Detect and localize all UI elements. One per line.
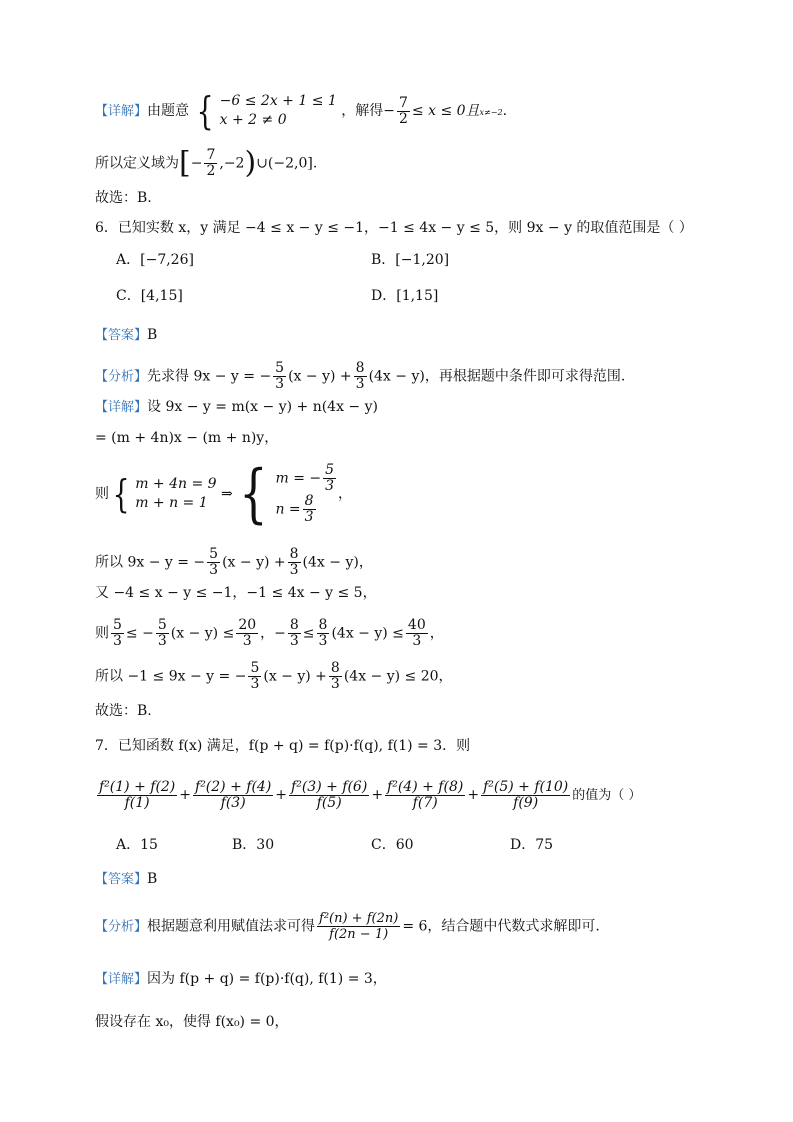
q7-option-a-value: 15 xyxy=(140,837,158,853)
q6-t-k-num: 40 xyxy=(407,617,426,633)
q7-answer-line xyxy=(95,870,157,889)
q6-analysis-frac2-den: 3 xyxy=(355,376,365,392)
q7-frac-3-den: f(5) xyxy=(316,795,342,811)
q6-so1-frac2-den: 3 xyxy=(289,562,299,578)
q7-frac-2 xyxy=(193,780,273,811)
q6-option-c-value: [4,15] xyxy=(140,288,183,304)
q6-t-c xyxy=(156,618,169,649)
right-paren-icon: ) xyxy=(244,145,257,181)
q6-so1-frac2 xyxy=(288,547,301,578)
q7-analysis-num: f²(n) + f(2n) xyxy=(319,911,399,926)
p5-domain-den: 2 xyxy=(206,163,216,179)
q6-t-e-num: 20 xyxy=(238,617,257,633)
q6-t-f: ，− xyxy=(260,625,286,642)
p5-solve-minus: − xyxy=(383,103,395,119)
p5-system-bottom: x + 2 ≠ 0 xyxy=(219,112,287,128)
q6-stem: 6．已知实数 x，y 满足 −4 ≤ x − y ≤ −1，−1 ≤ 4x − y ≤ 5，则 9x − y 的取值范围是（ ） xyxy=(95,220,693,236)
q6-analysis-frac2 xyxy=(354,361,367,392)
q6-option-b-value: [−1,20] xyxy=(395,252,450,268)
q6-so2-mid: (x − y) + xyxy=(263,668,327,685)
p5-domain-rest: ,−2 xyxy=(219,155,245,172)
p5-choose: 故选：B. xyxy=(95,190,152,206)
left-brace-icon: { xyxy=(112,472,130,516)
left-bracket-icon: [ xyxy=(179,145,191,181)
q6-result-n-text: n = xyxy=(275,501,301,518)
p5-solve-den: 2 xyxy=(399,110,408,127)
q7-frac-2-num: f²(2) + f(4) xyxy=(195,779,272,795)
answer-tag: 【答案】 xyxy=(95,872,148,887)
q6-t-l: ， xyxy=(429,625,444,642)
q6-system xyxy=(135,475,216,513)
q6-option-d-label: D． xyxy=(371,288,397,304)
q6-system-line xyxy=(95,457,353,531)
p5-solve-tail: x≠−2 xyxy=(479,108,503,117)
q6-then2-line xyxy=(95,618,444,649)
q6-option-a xyxy=(116,251,194,269)
q6-t-e-den: 3 xyxy=(242,633,252,649)
p5-solve-num: 7 xyxy=(399,94,408,111)
q6-so1-frac1-den: 3 xyxy=(209,562,219,578)
q7-frac-2-den: f(3) xyxy=(220,795,246,811)
q7-frac-5 xyxy=(481,780,570,811)
q7-option-c-label: C． xyxy=(371,837,396,853)
q6-so1-line xyxy=(95,547,373,578)
q6-t-e xyxy=(236,618,258,649)
q6-so1-tail: (4x − y)， xyxy=(302,554,373,571)
q6-result-n-num: 8 xyxy=(304,493,314,509)
q7-frac-3 xyxy=(289,780,369,811)
q6-detail-line2: = (m + 4n)x − (m + n)y， xyxy=(95,430,279,446)
q7-option-d-value: 75 xyxy=(535,837,554,853)
q6-detail-line1 xyxy=(95,398,378,417)
detail-tag: 【详解】 xyxy=(95,104,148,119)
q6-t-g xyxy=(288,618,301,649)
p5-solve-text: ，解得 xyxy=(341,103,384,119)
q6-result-n xyxy=(275,494,338,525)
left-brace-icon: { xyxy=(197,89,215,133)
q6-result-m-text: m = − xyxy=(275,470,322,487)
q7-detail-line xyxy=(95,970,387,989)
q6-option-a-label: A． xyxy=(116,252,141,268)
analysis-tag: 【分析】 xyxy=(95,919,148,935)
q7-analysis-den: f(2n − 1) xyxy=(329,927,389,942)
q6-result-m xyxy=(275,463,338,494)
q6-t-h: ≤ xyxy=(302,625,315,642)
p5-domain-lead: 所以定义域为 xyxy=(95,155,179,172)
p5-domain-union: ∪(−2,0] xyxy=(256,155,313,172)
q6-t-a xyxy=(111,618,124,649)
q7-option-b-label: B． xyxy=(232,837,257,853)
q7-option-a-label: A． xyxy=(116,837,141,853)
q7-option-d-label: D． xyxy=(510,837,536,853)
q7-option-d xyxy=(510,836,553,854)
q6-so1-frac1-num: 5 xyxy=(209,546,219,562)
q7-option-b-value: 30 xyxy=(256,837,275,853)
q6-t-a-num: 5 xyxy=(113,617,122,633)
q6-option-a-value: [−7,26] xyxy=(140,252,194,268)
q7-detail-text: 因为 f(p + q) = f(p)·f(q), f(1) = 3， xyxy=(147,971,387,987)
q6-result-n-frac xyxy=(303,494,316,525)
q6-analysis-mid: (x − y) + xyxy=(288,368,352,385)
q6-option-c xyxy=(116,287,183,305)
q6-result-m-num: 5 xyxy=(325,462,335,478)
q6-so2-frac2-den: 3 xyxy=(330,676,340,692)
p5-domain-num: 7 xyxy=(206,147,216,163)
q6-t-k-den: 3 xyxy=(412,633,422,649)
q6-analysis-frac1-den: 3 xyxy=(275,376,285,392)
q6-so2-tail: (4x − y) ≤ 20， xyxy=(343,668,453,685)
q6-t-j: (4x − y) ≤ xyxy=(331,625,404,642)
p5-domain-minus: − xyxy=(190,155,203,172)
q6-so2-frac1-den: 3 xyxy=(250,676,260,692)
q6-t-c-num: 5 xyxy=(157,617,167,633)
q7-expression xyxy=(95,780,641,811)
q6-so1-mid: (x − y) + xyxy=(222,554,286,571)
q6-system-bottom: m + n = 1 xyxy=(135,495,208,511)
q6-so2-frac1 xyxy=(248,661,261,692)
q6-option-d xyxy=(371,287,438,305)
q6-analysis-line xyxy=(95,361,625,392)
q6-t-g-den: 3 xyxy=(289,633,299,649)
q7-frac-1 xyxy=(97,780,177,811)
q7-frac-5-num: f²(5) + f(10) xyxy=(483,779,569,795)
q6-t-a-den: 3 xyxy=(113,633,122,649)
q7-analysis-line xyxy=(95,911,600,942)
q7-stem: 7．已知函数 f(x) 满足，f(p + q) = f(p)·f(q), f(1) = 3．则 xyxy=(95,738,471,754)
q6-so2-line xyxy=(95,661,453,692)
q6-system-top: m + 4n = 9 xyxy=(135,476,217,492)
q6-so2-frac2-num: 8 xyxy=(330,660,340,676)
q7-plus-1: + xyxy=(179,787,192,803)
q7-option-c xyxy=(371,836,414,854)
q6-t-d: (x − y) ≤ xyxy=(170,625,235,642)
answer-tag: 【答案】 xyxy=(95,328,148,343)
q6-answer: B xyxy=(147,327,158,343)
p5-solve-end: . xyxy=(502,103,508,119)
q7-option-b xyxy=(232,836,274,854)
q6-analysis-frac2-num: 8 xyxy=(355,360,365,376)
q6-so1-lead: 所以 9x − y = − xyxy=(95,554,206,571)
q6-t-g-num: 8 xyxy=(289,617,299,633)
q6-result-m-den: 3 xyxy=(325,478,335,494)
q6-answer-line xyxy=(95,326,157,345)
q7-frac-4-num: f²(4) + f(8) xyxy=(387,779,464,795)
q7-plus-2: + xyxy=(275,787,288,803)
q6-result-m-frac xyxy=(323,463,336,494)
detail-tag: 【详解】 xyxy=(95,400,148,415)
q6-result xyxy=(275,463,338,525)
p5-detail-line xyxy=(95,89,508,133)
q6-so2-lead: 所以 −1 ≤ 9x − y = − xyxy=(95,668,247,685)
q7-option-c-value: 60 xyxy=(395,837,414,853)
q7-analysis-lead: 根据题意利用赋值法求可得 xyxy=(147,918,316,935)
q7-option-a xyxy=(116,836,158,854)
q6-t-i xyxy=(317,618,330,649)
q6-t-i-den: 3 xyxy=(318,633,328,649)
q7-answer: B xyxy=(147,871,158,887)
p5-solve-fraction xyxy=(397,96,410,127)
q7-expr-tail: 的值为（ ） xyxy=(572,788,642,803)
q6-t-c-den: 3 xyxy=(157,633,167,649)
q6-so1-frac2-num: 8 xyxy=(289,546,299,562)
q7-analysis-tail: = 6，结合题中代数式求解即可. xyxy=(402,918,600,935)
analysis-tag: 【分析】 xyxy=(95,369,148,385)
q6-option-d-value: [1,15] xyxy=(396,288,439,304)
q6-option-b-label: B． xyxy=(371,252,396,268)
q6-detail-text1: 设 9x − y = m(x − y) + n(4x − y) xyxy=(147,399,378,415)
p5-domain-fraction xyxy=(204,148,217,179)
p5-domain-end: . xyxy=(312,155,318,172)
q7-frac-4 xyxy=(385,780,465,811)
q6-then: 则 xyxy=(95,486,109,502)
implies-icon: ⇒ xyxy=(221,486,233,502)
q6-t-k xyxy=(406,618,428,649)
q7-frac-1-num: f²(1) + f(2) xyxy=(99,779,176,795)
q6-then2-lead: 则 xyxy=(95,625,109,642)
q6-so2-frac1-num: 5 xyxy=(250,660,260,676)
q6-analysis-frac1 xyxy=(273,361,286,392)
q6-option-b xyxy=(371,251,449,269)
q6-option-c-label: C． xyxy=(116,288,141,304)
left-brace-icon: { xyxy=(238,457,268,531)
q6-so2-frac2 xyxy=(329,661,342,692)
q6-analysis-lead: 先求得 9x − y = − xyxy=(147,368,272,385)
q6-also-line: 又 −4 ≤ x − y ≤ −1，−1 ≤ 4x − y ≤ 5， xyxy=(95,585,377,601)
p5-domain-line xyxy=(95,145,318,181)
q7-frac-5-den: f(9) xyxy=(513,795,539,811)
q6-result-n-den: 3 xyxy=(304,509,314,525)
q6-analysis-tail: (4x − y)，再根据题中条件即可求得范围. xyxy=(368,368,626,385)
q7-plus-4: + xyxy=(467,787,480,803)
q6-analysis-frac1-num: 5 xyxy=(275,360,285,376)
q6-result-end: ， xyxy=(338,486,353,502)
q7-assume-line: 假设存在 x₀，使得 f(x₀) = 0， xyxy=(95,1014,289,1030)
q7-frac-1-den: f(1) xyxy=(124,795,150,811)
q6-so1-frac1 xyxy=(207,547,220,578)
q7-frac-4-den: f(7) xyxy=(412,795,438,811)
p5-system-top: −6 ≤ 2x + 1 ≤ 1 xyxy=(219,93,337,109)
p5-solve-rest: ≤ x ≤ 0且 xyxy=(411,103,480,119)
detail-tag: 【详解】 xyxy=(95,972,148,987)
p5-system xyxy=(220,92,337,130)
q6-t-b: ≤ − xyxy=(125,625,154,642)
q7-frac-3-num: f²(3) + f(6) xyxy=(291,779,368,795)
q6-choose: 故选：B. xyxy=(95,703,152,719)
q7-analysis-frac xyxy=(317,911,400,942)
q7-plus-3: + xyxy=(371,787,384,803)
q6-t-i-num: 8 xyxy=(318,617,328,633)
p5-detail-lead: 由题意 xyxy=(147,103,190,119)
